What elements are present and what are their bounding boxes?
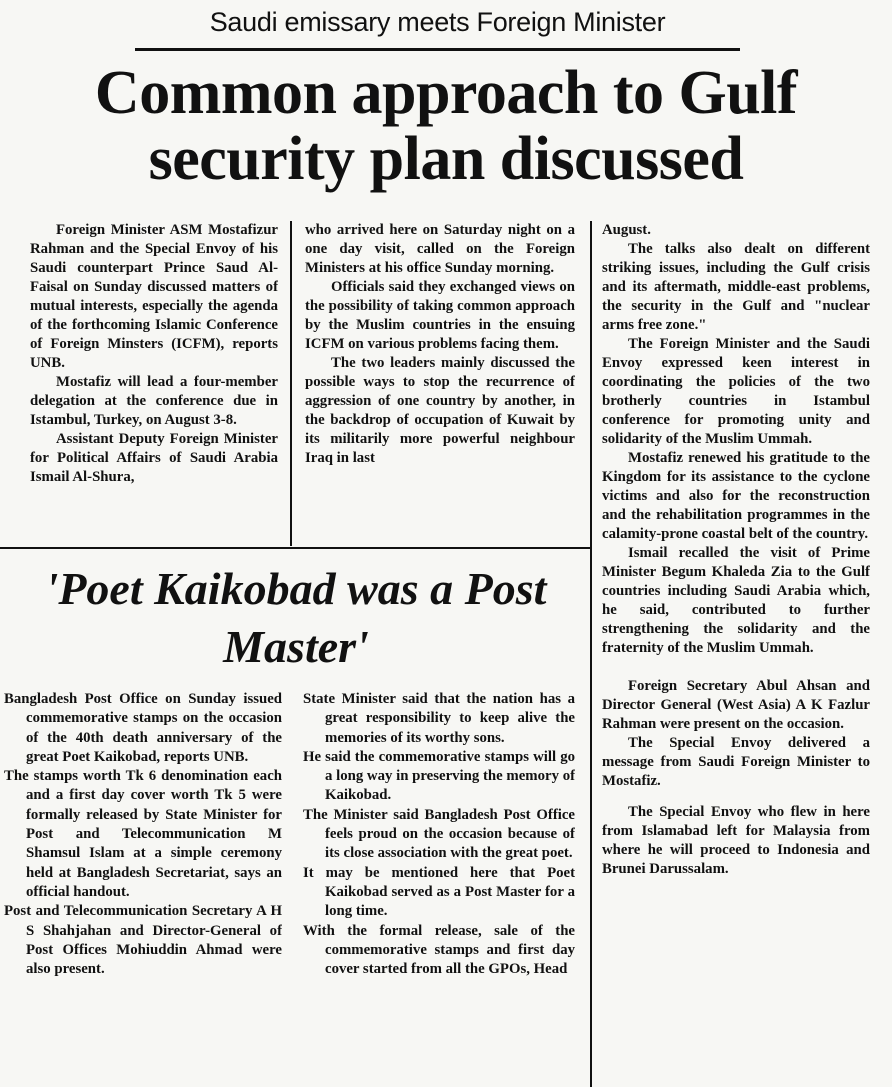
paragraph: Foreign Secretary Abul Ahsan and Director General (West Asia) A K Fazlur Rahman were present on the occasion. [602,678,870,732]
section-divider [0,547,590,549]
paragraph: Mostafiz renewed his gratitude to the Kingdom for its assistance to the cyclone victims and also for the reconstruction and the rehabilitation programmes in the calamity-prone coastal belt of the country. [602,450,870,542]
paragraph: The two leaders mainly discussed the possible ways to stop the recurrence of aggression of one country by another, in the backdrop of occupation of Kuwait by its militarily more powerful neighbour Iraq in last [305,355,575,466]
paragraph: The talks also dealt on different striking issues, including the Gulf crisis and its aftermath, middle-east problems, the security in the Gulf and "nuclear arms free zone." [602,241,870,333]
paragraph: State Minister said that the nation has a great responsibility to keep alive the memories of its worthy sons. [303,691,575,746]
paragraph: Foreign Minister ASM Mostafizur Rahman and the Special Envoy of his Saudi counterpart Prince Saud Al-Faisal on Sunday discussed matters of mutual interests, especially the agenda of the forthcoming Islamic Conference of Foreign Minsters (ICFM), reports UNB. [30,222,278,371]
article1-column-1 [30,221,278,546]
article1-column-2 [305,221,575,546]
paragraph: He said the commemorative stamps will go a long way in preserving the memory of Kaikobad. [303,748,575,804]
paragraph: Officials said they exchanged views on the possibility of taking common approach by the Muslim countries in the ensuing ICFM on various problems facing them. [305,279,575,352]
paragraph: Post and Telecommunication Secretary A H S Shahjahan and Director-General of Post Offices Mohiuddin Ahmad were also present. [4,903,282,978]
article2-column-2 [303,690,575,1087]
paragraph: The stamps worth Tk 6 denomination each and a first day cover worth Tk 5 were formally released by State Minister for Post and Telecommunication M Shamsul Islam at a simple ceremony held at Bangladesh Secretariat, says an official handout. [4,768,282,900]
paragraph: With the formal release, sale of the commemorative stamps and first day cover started from all the GPOs, Head [303,922,575,978]
paragraph: who arrived here on Saturday night on a one day visit, called on the Foreign Ministers at his office Sunday morning. [305,222,575,276]
paragraph: Mostafiz will lead a four-member delegation at the conference due in Istambul, Turkey, on August 3-8. [30,374,278,428]
paragraph: Ismail recalled the visit of Prime Minister Begum Khaleda Zia to the Gulf countries including Saudi Arabia which, he said, contributed to further strengthening the solidarity and the fraternity of the Muslim Ummah. [602,545,870,656]
kicker: Saudi emissary meets Foreign Minister [135,0,740,51]
paragraph: It may be mentioned here that Poet Kaikobad served as a Post Master for a long time. [303,864,575,920]
paragraph: The Minister said Bangladesh Post Office feels proud on the occasion because of its close association with the great poet. [303,806,575,862]
headline: 'Poet Kaikobad was a Post Master' [45,563,547,672]
column-divider [290,221,292,546]
article1-column-3 [602,221,870,1087]
paragraph: The Special Envoy delivered a message from Saudi Foreign Minister to Mostafiz. [602,735,870,789]
paragraph: August. [602,222,651,238]
article2-column-1 [4,690,282,1087]
paragraph: Assistant Deputy Foreign Minister for Political Affairs of Saudi Arabia Ismail Al-Shura, [30,431,278,485]
paragraph: Bangladesh Post Office on Sunday issued commemorative stamps on the occasion of the 40th death anniversary of the great Poet Kaikobad, reports UNB. [4,691,282,765]
headline: Common approach to Gulf security plan discussed [94,59,798,193]
paragraph: The Special Envoy who flew in here from Islamabad left for Malaysia from where he will proceed to Indonesia and Brunei Darussalam. [602,804,870,877]
paragraph: The Foreign Minister and the Saudi Envoy expressed keen interest in coordinating the policies of the two brotherly countries in Istambul conference for promoting unity and solidarity of the Muslim Ummah. [602,336,870,447]
